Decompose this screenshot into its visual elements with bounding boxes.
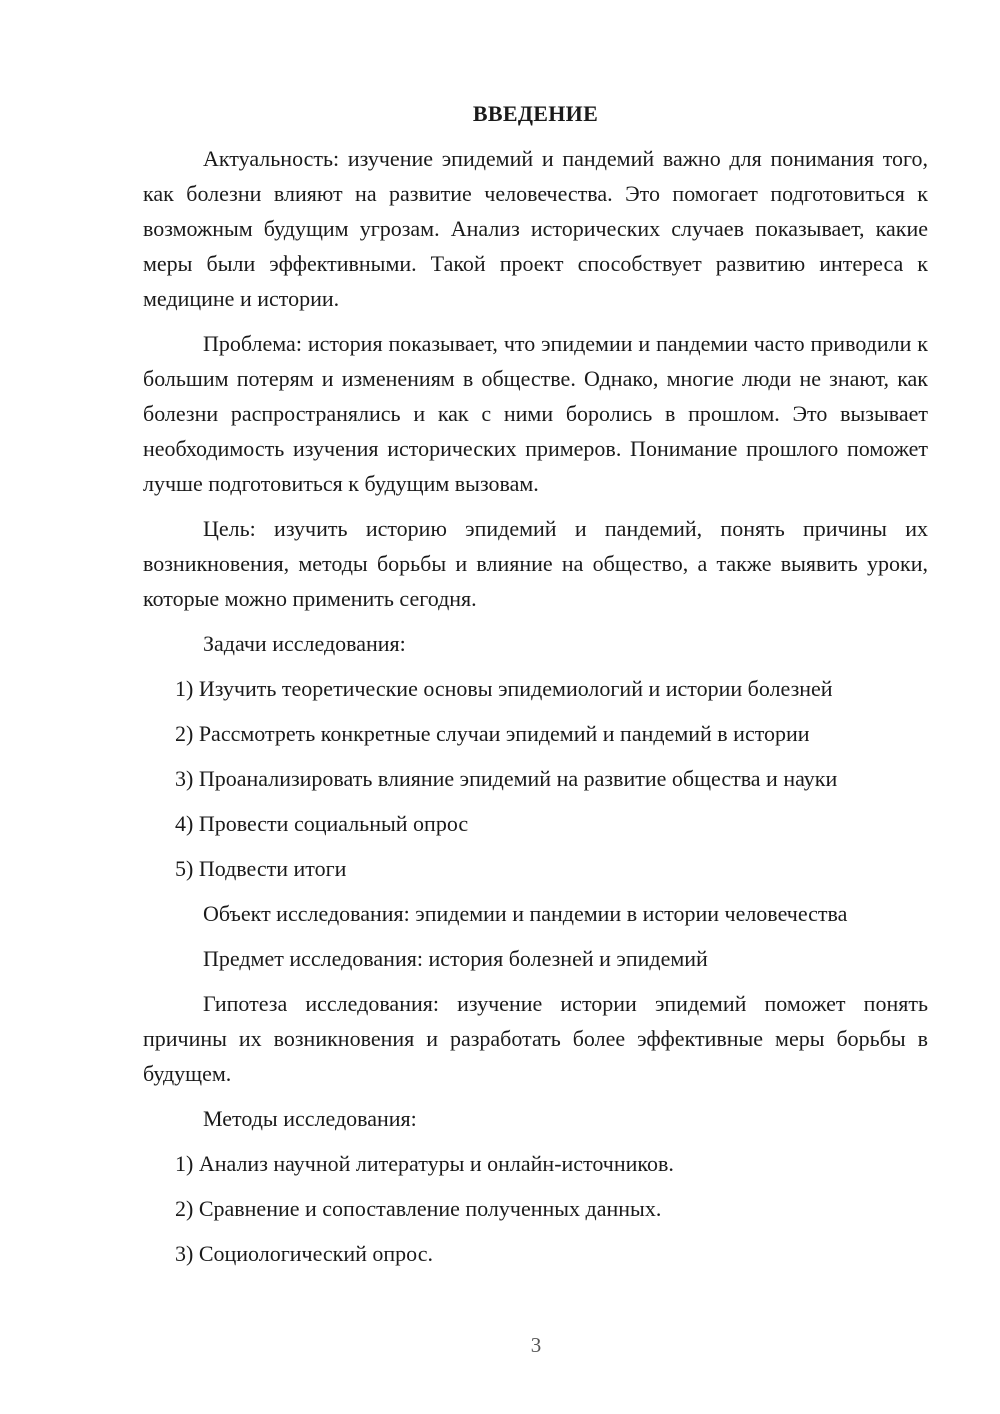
relevance-paragraph: Актуальность: изучение эпидемий и пандемий важно для понимания того, как болезни влияют на развитие человечества. Это помогает подготовиться к возможным будущим угрозам. Анализ исторических случаев показывает, какие меры были эффективными. Такой проект способствует развитию интереса к медицине и истории. <box>143 146 928 311</box>
tasks-heading: Задачи исследования: <box>203 631 406 656</box>
page-title: ВВЕДЕНИЕ <box>472 101 599 126</box>
method-item: 1) Анализ научной литературы и онлайн-источников. <box>175 1151 674 1176</box>
task-item: 4) Провести социальный опрос <box>175 811 469 836</box>
hypothesis-paragraph: Гипотеза исследования: изучение истории эпидемий поможет понять причины их возникновения и разработать более эффективные меры борьбы в будущем. <box>143 991 928 1086</box>
document-page <box>143 96 928 1281</box>
goal-paragraph: Цель: изучить историю эпидемий и пандемий, понять причины их возникновения, методы борьбы и влияние на общество, а также выявить уроки, которые можно применить сегодня. <box>143 516 928 611</box>
object-paragraph: Объект исследования: эпидемии и пандемии в истории человечества <box>203 901 848 926</box>
task-item: 3) Проанализировать влияние эпидемий на развитие общества и науки <box>175 766 838 791</box>
task-item: 1) Изучить теоретические основы эпидемиологий и истории болезней <box>175 676 833 701</box>
subject-paragraph: Предмет исследования: история болезней и эпидемий <box>203 946 708 971</box>
method-item: 2) Сравнение и сопоставление полученных данных. <box>175 1196 662 1221</box>
method-item: 3) Социологический опрос. <box>175 1241 433 1266</box>
task-item: 2) Рассмотреть конкретные случаи эпидемий и пандемий в истории <box>175 721 810 746</box>
page-number: 3 <box>530 1333 542 1357</box>
methods-heading: Методы исследования: <box>203 1106 417 1131</box>
problem-paragraph: Проблема: история показывает, что эпидемии и пандемии часто приводили к большим потерям и изменениям в обществе. Однако, многие люди не знают, как болезни распространялись и как с ними боролись в прошлом. Это вызывает необходимость изучения исторических примеров. Понимание прошлого поможет лучше подготовиться к будущим вызовам. <box>143 331 928 496</box>
task-item: 5) Подвести итоги <box>175 856 347 881</box>
